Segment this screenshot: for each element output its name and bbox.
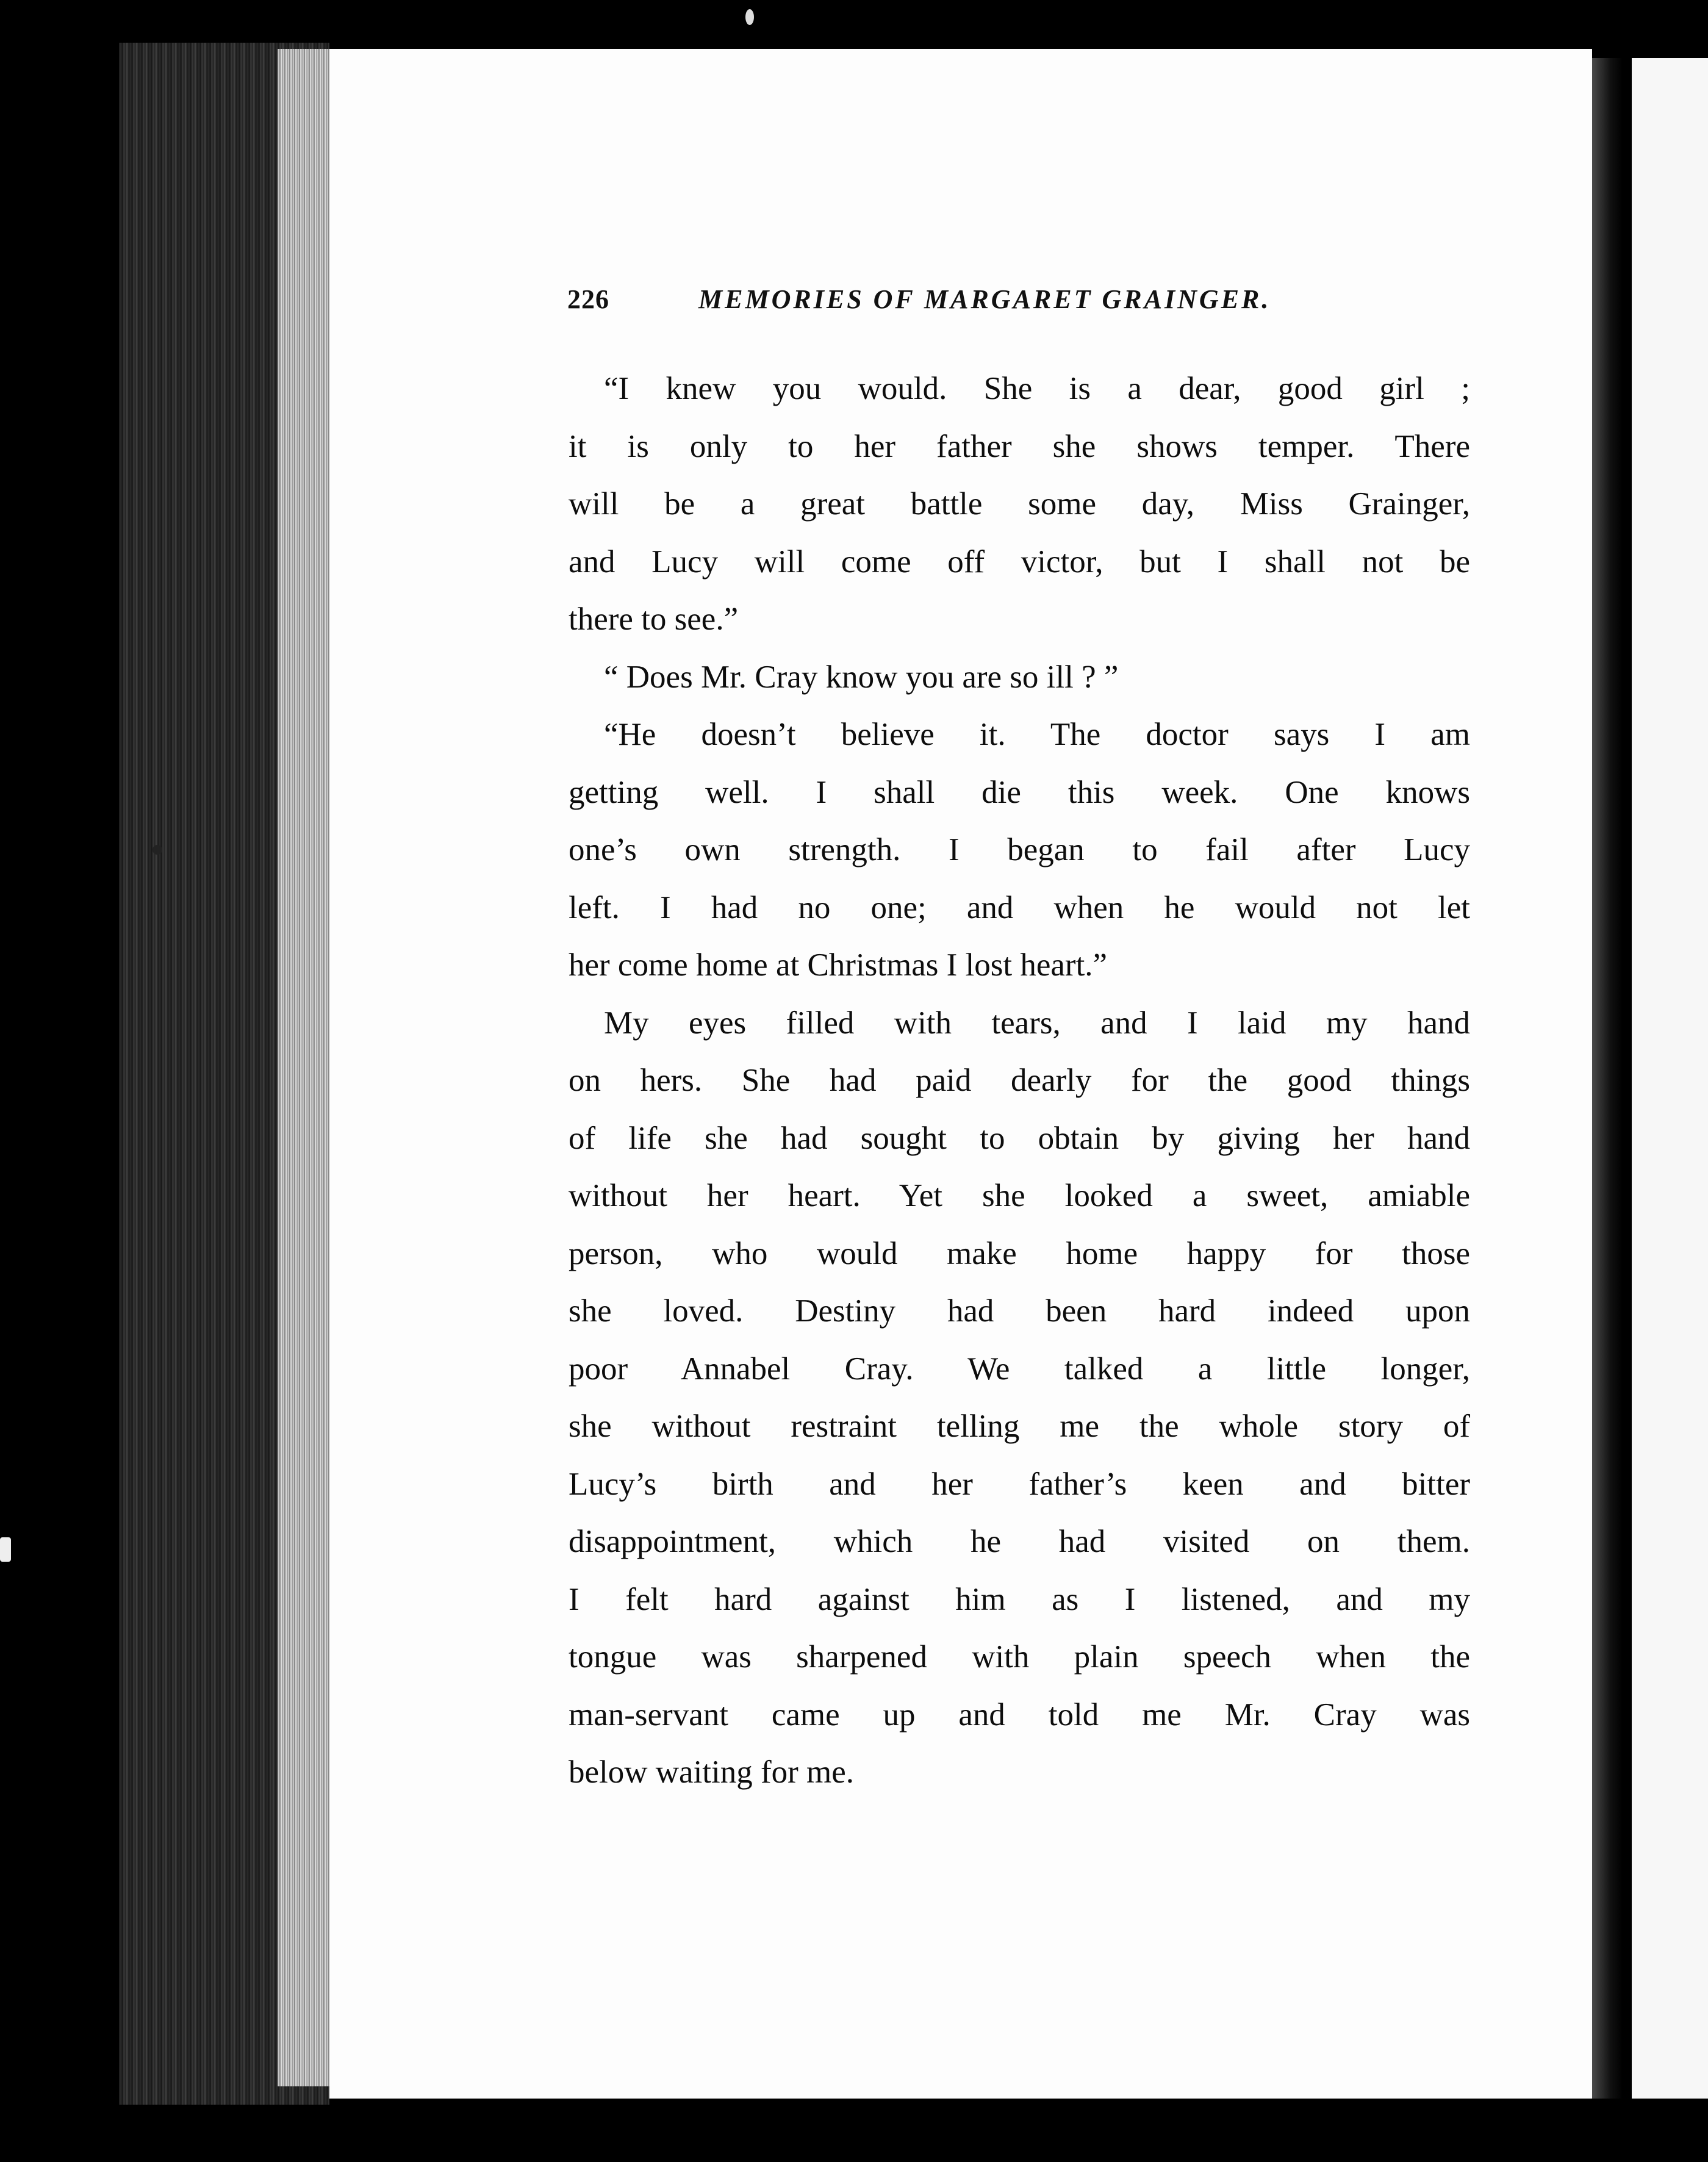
- text-line: one’s own strength. I began to fail after Lucy: [569, 832, 1470, 867]
- text-line: it is only to her father she shows temper. There: [569, 428, 1470, 464]
- running-head: [567, 284, 1464, 320]
- book-page-edges-highlight: [278, 49, 329, 2086]
- text-line: poor Annabel Cray. We talked a little longer,: [569, 1351, 1470, 1387]
- scan-speck: [152, 845, 162, 855]
- text-line: without her heart. Yet she looked a sweet, amiable: [569, 1178, 1470, 1213]
- text-line: “I knew you would. She is a dear, good girl ;: [604, 371, 1470, 406]
- body-text: [569, 360, 1470, 1801]
- text-line: tongue was sharpened with plain speech when the: [569, 1639, 1470, 1675]
- text-line: “He doesn’t believe it. The doctor says I am: [604, 717, 1470, 752]
- book-gutter: [1592, 58, 1623, 2099]
- text-line: man-servant came up and told me Mr. Cray was: [569, 1697, 1470, 1733]
- text-line: will be a great battle some day, Miss Grainger,: [569, 486, 1470, 522]
- scan-speck: [0, 1537, 11, 1562]
- text-line: Lucy’s birth and her father’s keen and bitter: [569, 1466, 1470, 1502]
- text-line: My eyes filled with tears, and I laid my hand: [604, 1005, 1470, 1041]
- text-line: and Lucy will come off victor, but I shall not be: [569, 544, 1470, 580]
- adjacent-page: [1632, 58, 1708, 2099]
- text-line: on hers. She had paid dearly for the good things: [569, 1063, 1470, 1098]
- text-line: “ Does Mr. Cray know you are so ill ? ”: [604, 659, 1119, 695]
- text-line: she loved. Destiny had been hard indeed upon: [569, 1293, 1470, 1329]
- text-line: there to see.”: [569, 602, 739, 637]
- page-number: 226: [567, 284, 609, 314]
- text-line: person, who would make home happy for those: [569, 1235, 1470, 1271]
- text-line: getting well. I shall die this week. One knows: [569, 774, 1470, 810]
- text-line: she without restraint telling me the whole story of: [569, 1409, 1470, 1444]
- text-line: disappointment, which he had visited on them.: [569, 1524, 1470, 1559]
- text-line: left. I had no one; and when he would not let: [569, 889, 1470, 925]
- text-line: I felt hard against him as I listened, and my: [569, 1581, 1470, 1617]
- scan-speck: [745, 9, 754, 25]
- text-line: her come home at Christmas I lost heart.”: [569, 947, 1108, 983]
- text-line: of life she had sought to obtain by giving her hand: [569, 1120, 1470, 1156]
- running-head-title: MEMORIES OF MARGARET GRAINGER.: [698, 284, 1271, 314]
- text-line: below waiting for me.: [569, 1754, 855, 1790]
